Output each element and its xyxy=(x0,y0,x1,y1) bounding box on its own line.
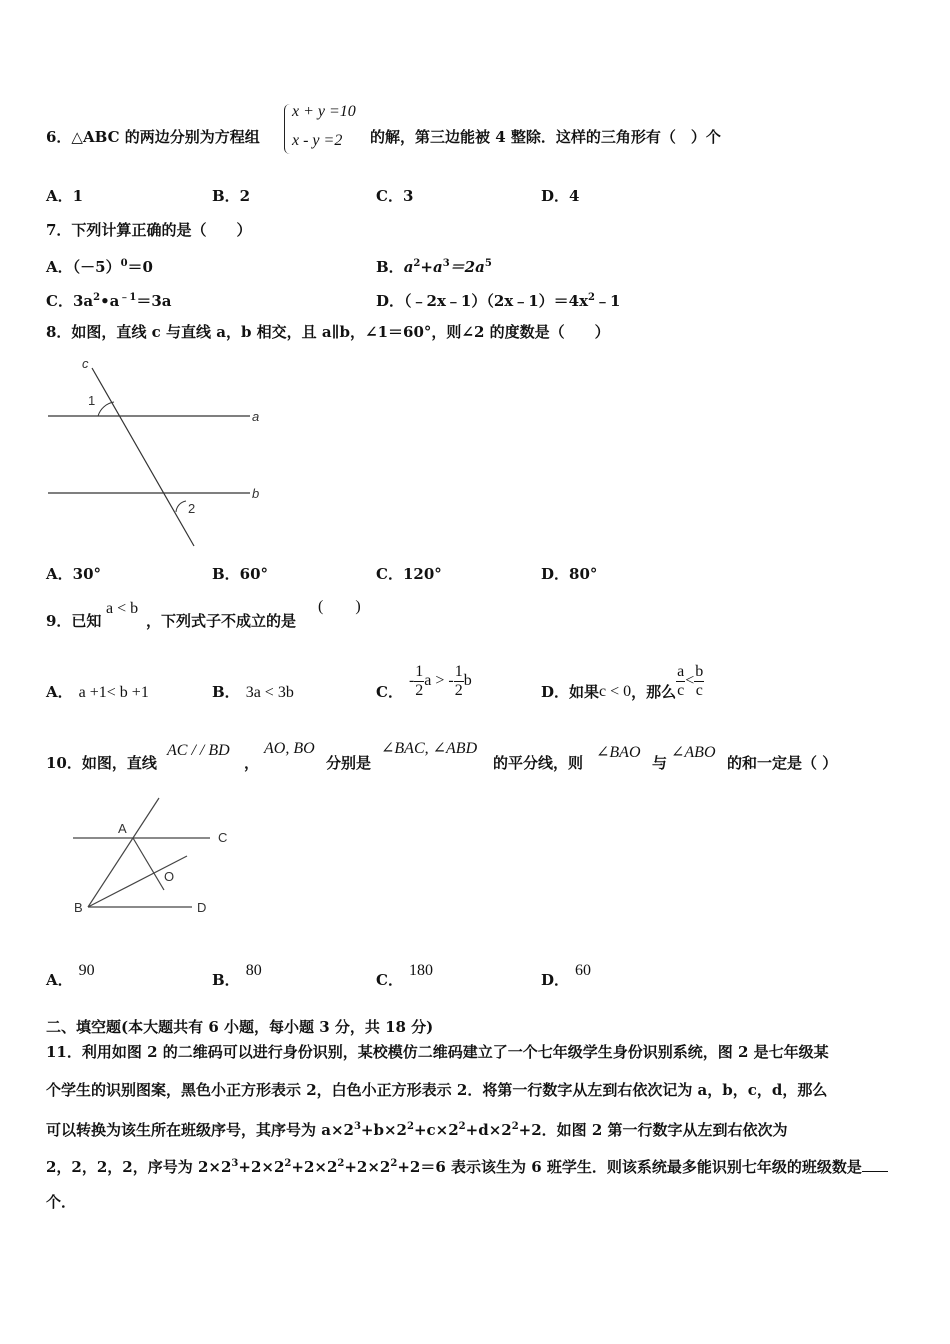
q9-c-mid: a > - xyxy=(424,672,454,689)
q10-c-label: C． xyxy=(376,971,403,989)
q11-l4-part-c: +2×2 xyxy=(291,1158,338,1176)
q11-l3-part-c: +c×2 xyxy=(413,1121,459,1139)
q10-label-b: B xyxy=(74,900,83,915)
q10-text-and: 与 xyxy=(652,754,668,772)
q9-condition: a < b xyxy=(106,600,139,617)
q7-b-term2: +a xyxy=(420,258,443,276)
q10-label-c: C xyxy=(218,830,228,845)
q7-d-term1: （﹣2x﹣1）（2x﹣1）＝4x xyxy=(404,292,589,310)
q8-option-c[interactable]: C．120° xyxy=(376,565,442,583)
q10-d-label: D． xyxy=(541,971,570,989)
q9-d-cond: c < 0 xyxy=(599,683,632,700)
q8-figure xyxy=(40,352,280,552)
q8-line-c xyxy=(92,368,194,546)
q11-l3-exp-4: 2 xyxy=(511,1121,519,1132)
q9-option-d[interactable] xyxy=(541,660,704,702)
q9-c-frac1-num: 1 xyxy=(415,662,424,680)
q10-line-ao xyxy=(133,838,164,890)
section-2-title: 二、填空题(本大题共有 6 小题，每小题 3 分，共 18 分) xyxy=(46,1018,434,1036)
q7-option-b[interactable] xyxy=(376,254,492,277)
q9-b-label: B． xyxy=(212,683,240,701)
q7-d-exp1: 2 xyxy=(588,292,595,303)
q10-c-value: 180 xyxy=(408,962,433,979)
q6-stem-prefix: 6．△ABC 的两边分别为方程组 xyxy=(46,128,260,146)
q10-sep: ， xyxy=(244,754,260,772)
q10-math-bao: ∠BAO xyxy=(596,744,641,761)
q7-c-term2: •a xyxy=(100,292,120,310)
q11-line-3 xyxy=(46,1117,788,1140)
q10-label-o: O xyxy=(164,869,175,884)
q9-a-expr: a +1< b +1 xyxy=(78,684,149,701)
q11-l4-exp-3: 2 xyxy=(337,1158,345,1169)
q7-b-label: B． xyxy=(376,258,404,276)
q6-equation-2: x - y =2 xyxy=(292,132,343,149)
q6-equation-1: x + y =10 xyxy=(292,103,356,120)
q9-option-c[interactable] xyxy=(376,660,472,702)
q10-text-bisectors: 的平分线，则 xyxy=(493,754,584,772)
q9-option-b[interactable] xyxy=(212,682,294,703)
q7-c-result: ＝3a xyxy=(136,292,172,310)
q7-d-term2: ﹣1 xyxy=(595,292,621,310)
q6-option-d[interactable]: D．4 xyxy=(541,187,580,205)
q8-stem: 8．如图，直线 c 与直线 a，b 相交，且 a∥b，∠1＝60°，则∠2 的度数是（ ） xyxy=(46,323,610,341)
q9-c-frac1-den: 2 xyxy=(415,681,424,699)
q11-l3-part-a: 可以转换为该生所在班级序号，其序号为 a×2 xyxy=(46,1121,354,1139)
q8-option-a[interactable]: A．30° xyxy=(46,565,102,583)
q11-answer-blank[interactable] xyxy=(862,1157,888,1172)
q10-math-parallel: AC / / BD xyxy=(167,742,230,759)
q10-a-value: 90 xyxy=(78,962,95,979)
q11-l3-part-e: +2．如图 2 第一行数字从左到右依次为 xyxy=(518,1121,788,1139)
q7-a-result: ＝0 xyxy=(127,258,153,276)
q9-c-sign: - xyxy=(408,672,415,689)
q8-option-b[interactable]: B．60° xyxy=(212,565,269,583)
q7-c-term1: 3a xyxy=(72,292,94,310)
q9-d-frac1 xyxy=(676,663,685,700)
q7-c-label: C． xyxy=(46,292,73,310)
q9-d-label: D．如果 xyxy=(541,683,600,701)
q10-line-ab xyxy=(88,798,159,907)
q6-option-a[interactable]: A．1 xyxy=(46,187,84,205)
q9-c-frac2-den: 2 xyxy=(454,681,463,699)
q7-b-exp3: 5 xyxy=(484,258,492,269)
q7-a-exponent: 0 xyxy=(120,258,128,269)
q11-l4-exp-1: 3 xyxy=(231,1158,239,1169)
q7-c-exp1: 2 xyxy=(93,292,101,303)
q9-d-frac2-den: c xyxy=(695,681,703,699)
q9-d-frac1-num: a xyxy=(677,662,685,680)
q10-option-c[interactable] xyxy=(376,962,433,991)
q8-option-d[interactable]: D．80° xyxy=(541,565,598,583)
q8-angle1-arc xyxy=(98,402,114,416)
q11-line-2: 个学生的识别图案，黑色小正方形表示 2，白色小正方形表示 2．将第一行数字从左到右依次记为 a，b，c，d，那么 xyxy=(46,1081,828,1099)
q8-label-c: c xyxy=(82,356,89,371)
q10-d-value: 60 xyxy=(575,962,592,979)
q7-b-result: ＝2a xyxy=(449,258,485,276)
q6-stem-suffix: 的解，第三边能被 4 整除．这样的三角形有（ ）个 xyxy=(370,128,721,146)
q11-l3-part-b: +b×2 xyxy=(360,1121,407,1139)
q7-a-label: A． xyxy=(46,258,73,276)
q9-c-post: b xyxy=(463,672,472,689)
q10-b-label: B． xyxy=(212,971,240,989)
q11-l4-exp-4: 2 xyxy=(390,1158,398,1169)
q9-c-label: C． xyxy=(376,683,403,701)
q11-line-1: 11．利用如图 2 的二维码可以进行身份识别，某校模仿二维码建立了一个七年级学生身份识别系统，图 2 是七年级某 xyxy=(46,1043,829,1061)
q11-l4-part-e: +2＝6 表示该生为 6 班学生．则该系统最多能识别七年级的班级数是 xyxy=(397,1158,862,1176)
q8-label-b: b xyxy=(252,486,260,501)
q11-line-4 xyxy=(46,1154,888,1177)
q8-angle2-arc xyxy=(176,501,186,512)
q7-stem: 7．下列计算正确的是（ ） xyxy=(46,221,252,239)
q8-label-a: a xyxy=(252,409,260,424)
q9-d-op: < xyxy=(685,672,695,689)
q10-text-sum: 的和一定是（ ） xyxy=(727,754,838,772)
q9-stem-pre: 9．已知 xyxy=(46,612,102,630)
q7-option-d[interactable] xyxy=(376,288,620,311)
q10-label-a: A xyxy=(118,821,127,836)
q9-d-frac2 xyxy=(694,663,704,700)
q10-option-d[interactable] xyxy=(541,962,592,991)
q9-d-frac1-den: c xyxy=(677,681,685,699)
q11-l4-part-d: +2×2 xyxy=(344,1158,391,1176)
q7-option-c[interactable] xyxy=(46,288,172,311)
q6-option-b[interactable]: B．2 xyxy=(212,187,251,205)
q7-option-a[interactable] xyxy=(46,254,153,277)
q9-c-frac1 xyxy=(414,663,424,700)
q9-b-expr: 3a < 3b xyxy=(245,684,294,701)
q10-a-label: A． xyxy=(46,971,73,989)
q9-d-then: ，那么 xyxy=(631,683,677,701)
q11-line-5: 个． xyxy=(46,1193,77,1211)
q6-system-brace xyxy=(284,104,291,154)
q9-answer-paren: ( ) xyxy=(318,598,361,615)
q8-label-1: 1 xyxy=(88,393,96,408)
q11-l3-part-d: +d×2 xyxy=(465,1121,512,1139)
q10-text-are: 分别是 xyxy=(326,754,372,772)
q10-label-d: D xyxy=(197,900,207,915)
q8-label-2: 2 xyxy=(188,501,196,516)
q10-option-a[interactable] xyxy=(46,962,95,991)
q10-math-ao-bo: AO, BO xyxy=(264,740,315,757)
q7-b-exp1: 2 xyxy=(413,258,421,269)
q7-b-exp2: 3 xyxy=(442,258,450,269)
q7-b-term1: a xyxy=(403,258,414,276)
q9-c-frac2-num: 1 xyxy=(454,662,463,680)
q11-l3-exp-3: 2 xyxy=(458,1121,466,1132)
q9-c-frac2 xyxy=(454,663,464,700)
q10-b-value: 80 xyxy=(245,962,262,979)
q11-l3-exp-2: 2 xyxy=(406,1121,414,1132)
q10-stem-pre: 10．如图，直线 xyxy=(46,754,157,772)
q11-l4-part-b: +2×2 xyxy=(238,1158,285,1176)
q9-stem-post: ，下列式子不成立的是 xyxy=(146,612,297,630)
q11-l4-part-a: 2，2，2，2，序号为 2×2 xyxy=(46,1158,232,1176)
q9-option-a[interactable] xyxy=(46,682,149,703)
q7-a-base: （－5） xyxy=(72,258,121,276)
q11-l4-exp-2: 2 xyxy=(284,1158,292,1169)
q10-math-abo: ∠ABO xyxy=(671,744,716,761)
q6-option-c[interactable]: C．3 xyxy=(376,187,414,205)
q10-math-angles: ∠BAC, ∠ABD xyxy=(381,740,478,757)
q11-l3-exp-1: 3 xyxy=(353,1121,361,1132)
q7-d-label: D． xyxy=(376,292,405,310)
q9-d-frac2-num: b xyxy=(695,662,704,680)
q9-a-label: A． xyxy=(46,683,73,701)
q10-figure xyxy=(60,790,250,920)
q7-c-exp2: ﹣1 xyxy=(119,292,137,303)
q10-option-b[interactable] xyxy=(212,962,262,991)
